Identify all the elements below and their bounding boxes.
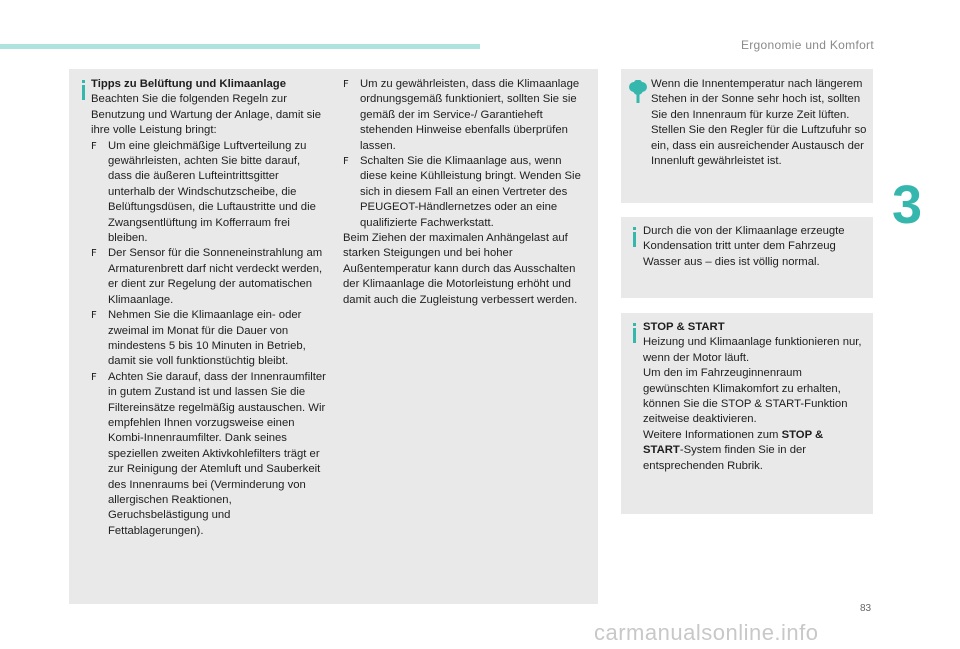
bullet-marker: F	[343, 156, 349, 168]
list-item: F Der Sensor für die Sonneneinstrahlung am Armaturenbrett darf nicht verdeckt werden, er dient zur Regelung der automatischen Klimaanlage.	[91, 247, 323, 306]
stop-start-para: Heizung und Klimaanlage funktionieren nur, wenn der Motor läuft.	[643, 336, 862, 364]
bullet-marker: F	[91, 140, 97, 152]
header-accent-bar	[0, 44, 480, 49]
section-title: Ergonomie und Komfort	[740, 38, 874, 52]
stop-start-title: STOP & START	[643, 321, 725, 333]
bullet-marker: F	[91, 371, 97, 383]
list-item: F Schalten Sie die Klimaanlage aus, wenn diese keine Kühlleistung bringt. Wenden Sie sich in diesem Fall an einen Vertreter des PEUGEOT-Händlernetzes oder an eine qualifizierte Fachwerkstatt.	[343, 155, 581, 229]
list-item: F Achten Sie darauf, dass der Innenraumfilter in gutem Zustand ist und lassen Sie die Filtereinsätze regelmäßig austauschen. Wir empfehlen Ihnen vorzugsweise einen Kombi-Innenraumfilter. Dank seines speziellen zweiten Aktivkohlefilters trägt er zur Reinigung der Atemluft und Sauberkeit des Innenraums bei (Verminderung von allergischen Reaktionen, Geruchsbelästigung und Fettablagerungen).	[91, 370, 326, 537]
stop-start-text	[643, 320, 865, 474]
tips-column-left	[91, 77, 327, 539]
eco-tip-para: Wenn die Innentemperatur nach längerem Stehen in der Sonne sehr hoch ist, sollten Sie den Innenraum für kurze Zeit lüften.	[651, 78, 863, 121]
list-item: F Nehmen Sie die Klimaanlage ein- oder zweimal im Monat für die Dauer von mindestens 5 bis 10 Minuten in Betrieb, damit sie voll funktionstüchtig bleibt.	[91, 309, 306, 368]
tips-intro: Beachten Sie die folgenden Regeln zur Benutzung und Wartung der Anlage, damit sie ihre volle Leistung bringt:	[91, 93, 322, 137]
condensation-text: Durch die von der Klimaanlage erzeugte Kondensation tritt unter dem Fahrzeug Wasser aus – dies ist völlig normal.	[643, 225, 845, 268]
tips-title: Tipps zu Belüftung und Klimaanlage	[91, 78, 286, 90]
eco-tip-para: Stellen Sie den Regler für die Luftzufuhr so ein, dass ein ausreichender Austausch der Innenluft gewährleistet ist.	[651, 124, 867, 168]
chapter-number: 3	[892, 175, 923, 235]
bullet-marker: F	[343, 79, 349, 90]
list-item: F Um eine gleichmäßige Luftverteilung zu gewährleisten, achten Sie bitte darauf, dass die äußeren Lufteintrittsgitter unterhalb der Windschutzscheibe, die Belüftungsdüsen, die Luftaustritte und die Zwangsentlüftung im Kofferraum frei bleiben.	[91, 139, 316, 245]
list-item: F Um zu gewährleisten, dass die Klimaanlage ordnungsgemäß funktioniert, sollten Sie sie gemäß der im Service-/ Garantieheft stehenden Hinweise ebenfalls überprüfen lassen.	[343, 78, 580, 152]
stop-start-para: Weitere Informationen zum STOP & START-System finden Sie in der entsprechenden Rubrik.	[643, 428, 824, 472]
tree-icon	[628, 80, 648, 104]
eco-tip-text	[651, 77, 869, 169]
page-number: 83	[860, 603, 872, 614]
tips-closing: Beim Ziehen der maximalen Anhängelast auf starken Steigungen und bei hoher Außentemperatur kann durch das Ausschalten der Klimaanlage die Motorleistung erhöht und damit auch die Zugleistung verbessert werden.	[343, 232, 578, 306]
watermark: carmanualsonline.info	[594, 620, 819, 645]
bullet-marker: F	[91, 248, 97, 260]
tips-column-right	[343, 77, 591, 308]
bullet-marker: F	[91, 310, 97, 322]
stop-start-para: Um den im Fahrzeuginnenraum gewünschten Klimakomfort zu erhalten, können Sie die STOP & START-Funktion zeitweise deaktivieren.	[643, 367, 848, 426]
